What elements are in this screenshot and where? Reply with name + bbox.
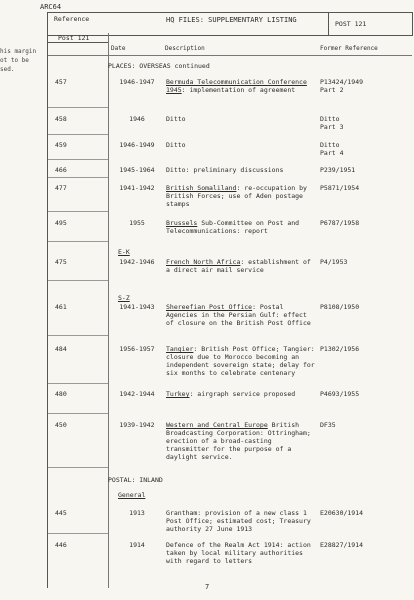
- row-reference: 475: [55, 258, 67, 266]
- row-reference: 459: [55, 141, 67, 149]
- row-divider: [48, 413, 108, 414]
- row-former-reference: P8108/1950: [320, 303, 360, 311]
- section-heading-text: S-Z: [118, 294, 130, 302]
- row-reference: 445: [55, 509, 67, 517]
- section-heading-text: E-K: [118, 248, 130, 256]
- header-post-label: POST 121: [335, 20, 367, 28]
- row-date: 1913: [129, 509, 145, 517]
- row-divider: [48, 280, 108, 281]
- section-heading-e-k: [118, 248, 130, 256]
- row-former-reference: Ditto Part 4: [320, 141, 344, 157]
- row-subject: Western and Central Europe: [166, 421, 268, 429]
- row-description: [166, 219, 316, 235]
- row-divider: [48, 241, 108, 242]
- row-divider: [48, 467, 108, 468]
- row-description: [166, 345, 316, 377]
- row-former-reference: DF35: [320, 421, 336, 429]
- row-description: [166, 115, 316, 123]
- row-reference: 461: [55, 303, 67, 311]
- row-reference: 457: [55, 78, 67, 86]
- row-detail: : implementation of agreement: [181, 86, 296, 94]
- header-divider: [328, 13, 329, 35]
- margin-note-line: ot to be: [0, 57, 29, 64]
- row-detail: : re-occupation by British Forces; use of Aden postage stamps: [166, 184, 307, 208]
- row-divider: [48, 533, 108, 534]
- row-detail: Ditto: preliminary discussions: [166, 166, 284, 174]
- row-reference: 480: [55, 390, 67, 398]
- row-detail: British Broadcasting Corporation: Ottringham; erection of a broad-casting transmitter for the purpose of a daylight service.: [166, 421, 311, 461]
- row-reference: 495: [55, 219, 67, 227]
- row-description: [166, 78, 316, 94]
- row-date: 1941-1943: [119, 303, 155, 311]
- row-reference: 446: [55, 541, 67, 549]
- row-former-reference: P13424/1949 Part 2: [320, 78, 364, 94]
- header-reference-label: Reference: [54, 15, 90, 23]
- reference-column-divider: [108, 33, 109, 588]
- row-divider: [48, 134, 108, 135]
- column-header-former-reference: Former Reference: [320, 45, 378, 52]
- row-date: 1942-1944: [119, 390, 155, 398]
- margin-note-line: his margin: [0, 48, 37, 55]
- row-reference: 484: [55, 345, 67, 353]
- row-description: [166, 184, 316, 208]
- column-headers: [48, 43, 412, 55]
- row-description: [166, 141, 316, 149]
- section-heading-postal-inland: POSTAL: INLAND: [108, 476, 163, 484]
- row-former-reference: P4693/1955: [320, 390, 360, 398]
- row-date: 1942-1946: [119, 258, 155, 266]
- column-header-date: Date: [111, 45, 126, 52]
- row-subject: French North Africa: [166, 258, 241, 266]
- row-date: 1955: [129, 219, 145, 227]
- row-description: [166, 509, 316, 533]
- row-description: [166, 541, 316, 565]
- row-former-reference: E20630/1914: [320, 509, 364, 517]
- row-divider: [48, 383, 108, 384]
- row-description: [166, 166, 316, 174]
- section-heading-places-overseas: PLACES: OVERSEAS continued: [108, 62, 210, 70]
- row-date: 1939-1942: [119, 421, 155, 429]
- row-reference: 477: [55, 184, 67, 192]
- row-subject: Tangier: [166, 345, 194, 353]
- margin-note-line: sed.: [0, 66, 15, 73]
- row-reference: 466: [55, 166, 67, 174]
- row-date: 1914: [129, 541, 145, 549]
- row-date: 1946-1949: [119, 141, 155, 149]
- post-column-label: Post 121: [58, 34, 90, 42]
- row-former-reference: P1302/1956: [320, 345, 360, 353]
- row-description: [166, 258, 316, 274]
- row-description: [166, 303, 316, 327]
- row-former-reference: P5871/1954: [320, 184, 360, 192]
- row-subject: Shereefian Post Office: [166, 303, 253, 311]
- row-former-reference: P4/1953: [320, 258, 348, 266]
- row-reference: 450: [55, 421, 67, 429]
- listing-table: [47, 33, 412, 588]
- section-heading-general: [118, 491, 145, 499]
- row-divider: [48, 335, 108, 336]
- row-detail: Grantham: provision of a new class 1 Post Office; estimated cost; Treasury authority 27 June 1913: [166, 509, 311, 533]
- row-detail: : establishment of a direct air mail service: [166, 258, 311, 274]
- document-title: HQ FILES: SUPPLEMENTARY LISTING: [166, 16, 297, 24]
- row-detail: Defence of the Realm Act 1914: action taken by local military authorities with regard to letters: [166, 541, 311, 565]
- row-date: 1956-1957: [119, 345, 155, 353]
- row-former-reference: P6787/1958: [320, 219, 360, 227]
- row-description: [166, 421, 316, 461]
- row-detail: Sub-Committee on Post and Telecommunications: report: [166, 219, 300, 235]
- row-former-reference: E28827/1914: [320, 541, 364, 549]
- row-date: 1945-1964: [119, 166, 155, 174]
- row-divider: [48, 211, 108, 212]
- row-description: [166, 390, 316, 398]
- row-date: 1946: [129, 115, 145, 123]
- row-divider: [48, 107, 108, 108]
- row-divider: [48, 159, 108, 160]
- margin-note: [0, 47, 36, 74]
- row-subject: Brussels: [166, 219, 198, 227]
- row-date: 1946-1947: [119, 78, 155, 86]
- page-code: ARC64: [40, 3, 62, 11]
- row-subject: Bermuda Telecommunication Conference 1945: [166, 78, 307, 94]
- section-heading-s-z: [118, 294, 130, 302]
- column-header-description: Description: [165, 45, 205, 52]
- row-detail: : Postal Agencies in the Persian Gulf: effect of closure on the British Post Office: [166, 303, 311, 327]
- column-header-rule: [48, 55, 412, 56]
- row-divider: [48, 177, 108, 178]
- section-heading-text: General: [118, 491, 146, 499]
- row-detail: Ditto: [166, 115, 186, 123]
- row-subject: Turkey: [166, 390, 190, 398]
- row-detail: Ditto: [166, 141, 186, 149]
- row-detail: : British Post Office; Tangier: closure due to Morocco becoming an independent sovereign state; delay for six months to celebrate centenary: [166, 345, 315, 377]
- row-former-reference: P239/1951: [320, 166, 356, 174]
- row-former-reference: Ditto Part 3: [320, 115, 344, 131]
- row-subject: British Somaliland: [166, 184, 237, 192]
- row-detail: : airgraph service proposed: [189, 390, 296, 398]
- row-reference: 458: [55, 115, 67, 123]
- page-number: 7: [205, 583, 210, 591]
- row-date: 1941-1942: [119, 184, 155, 192]
